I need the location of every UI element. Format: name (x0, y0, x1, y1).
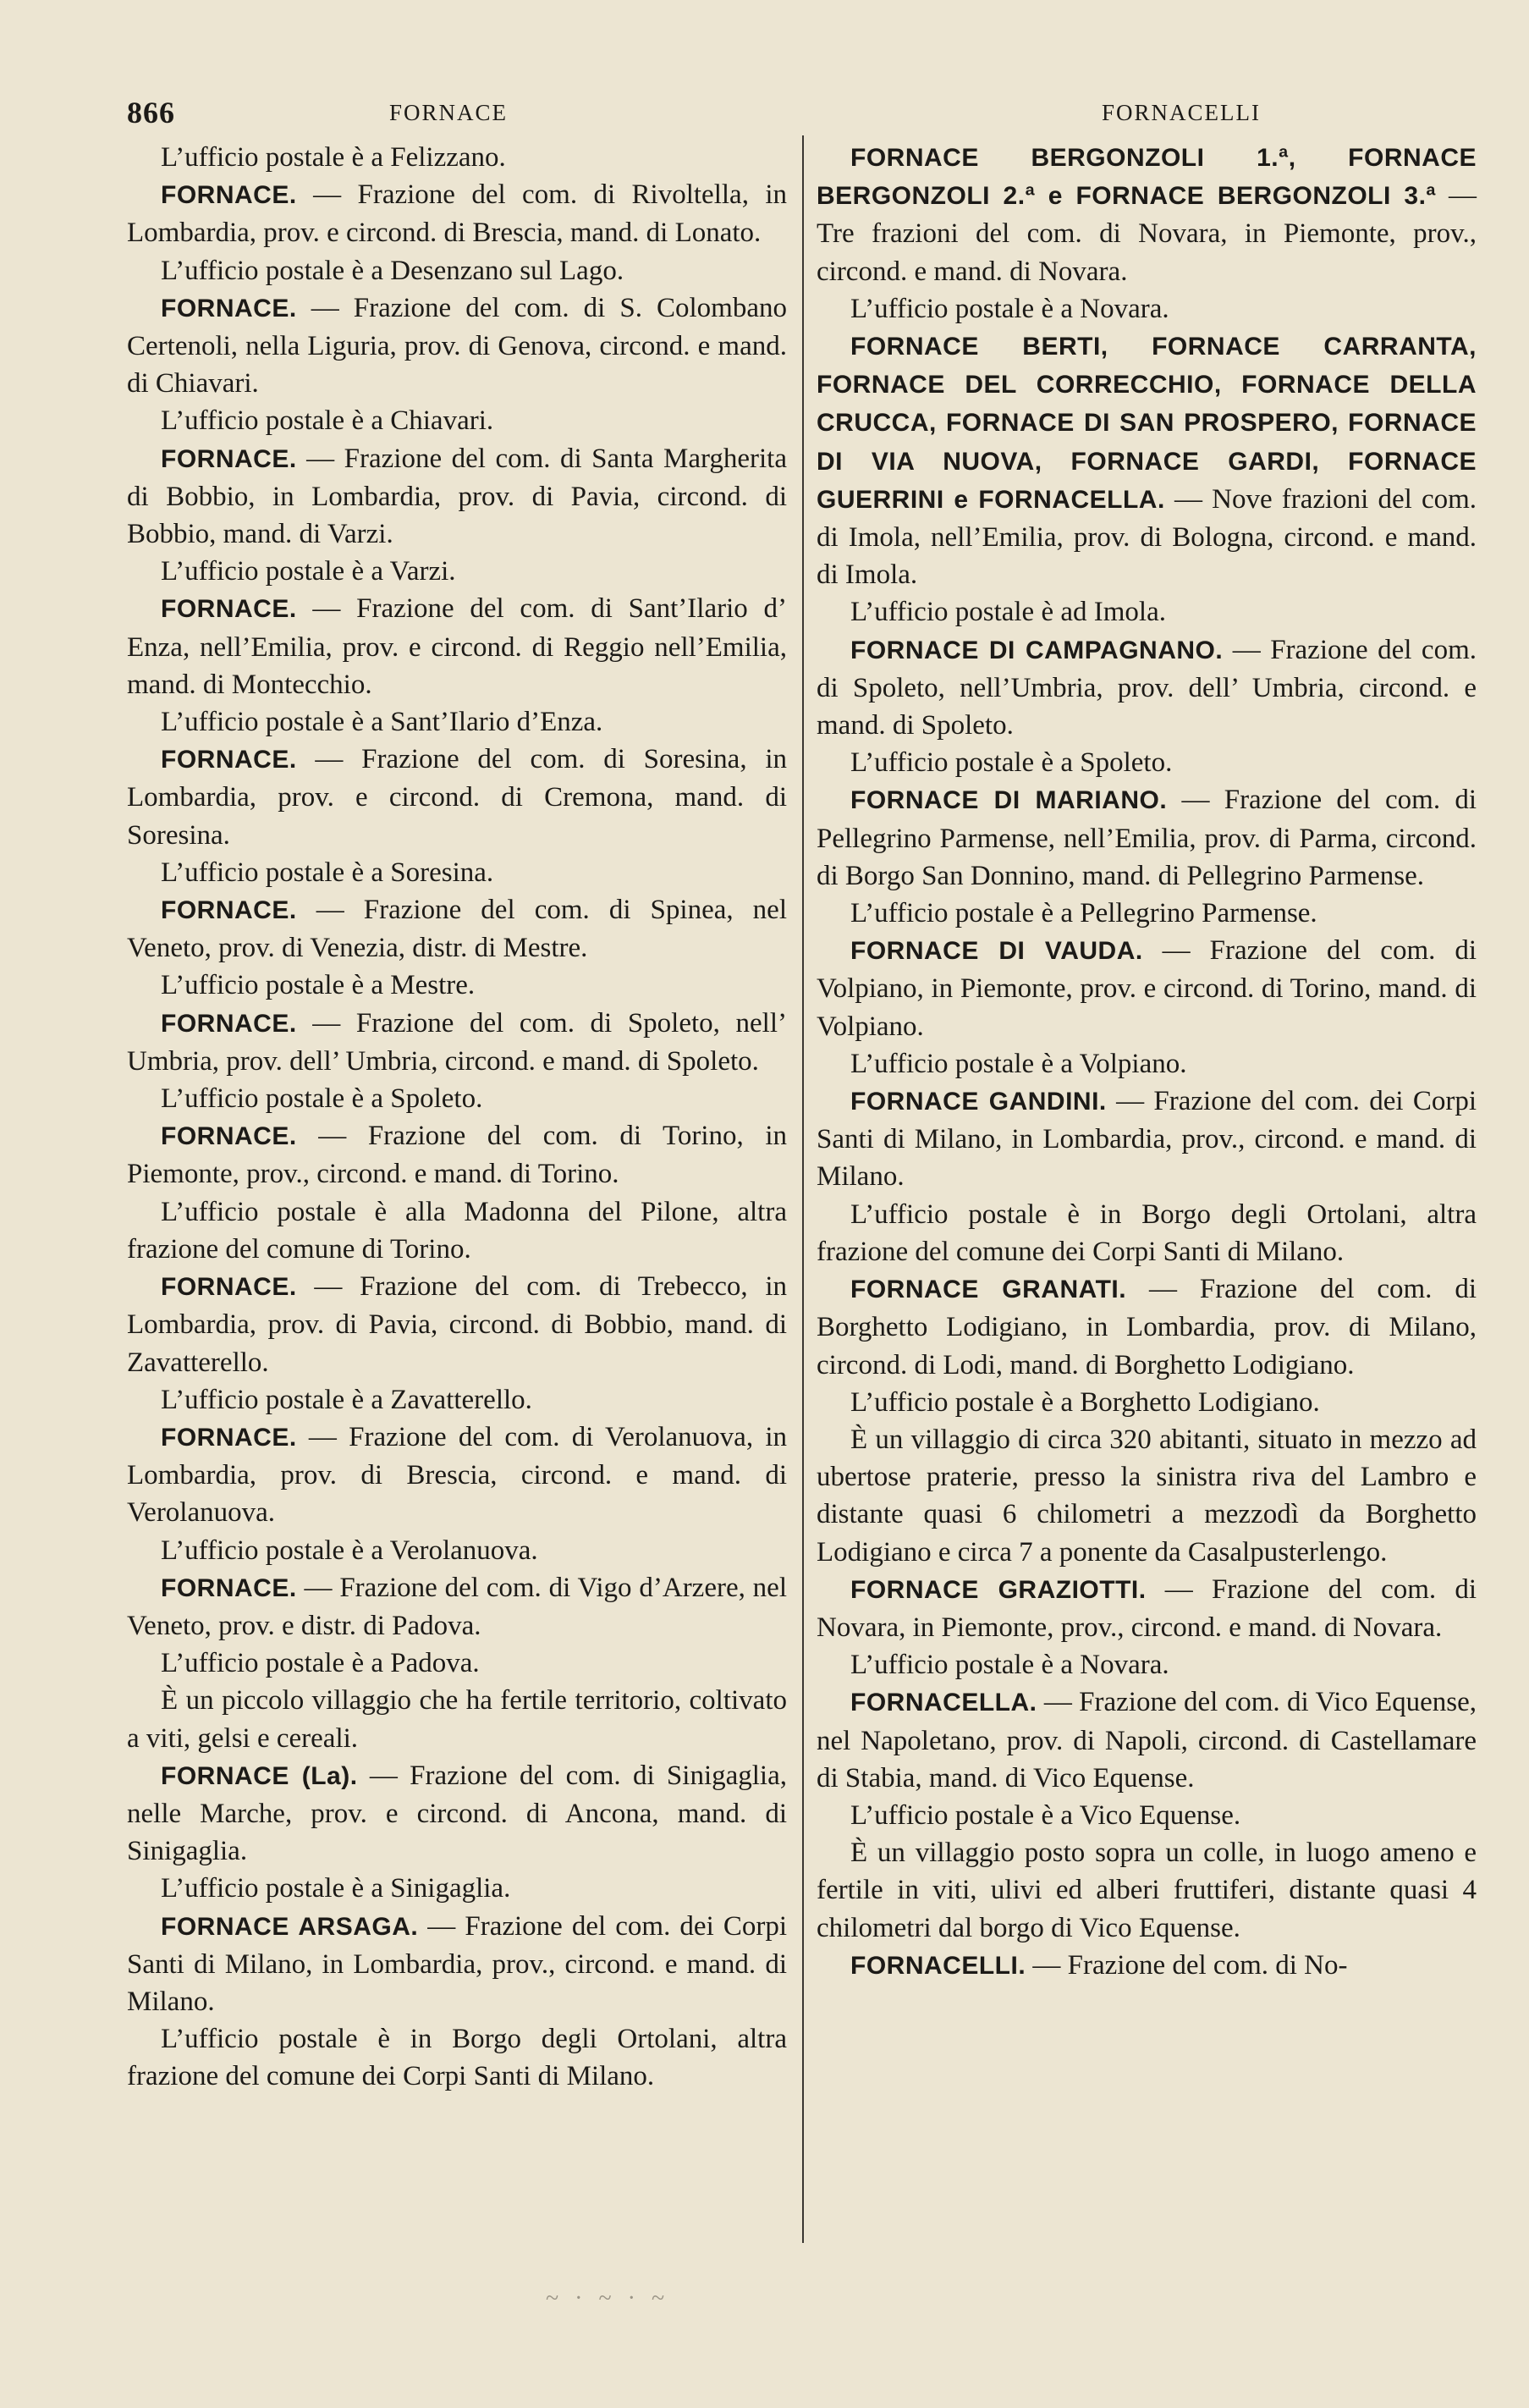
entry-text: — Frazione del com. di Torino, in Piemonte, prov., circond. e mand. di Torino. (127, 1121, 787, 1190)
entry-headword: FORNACE. (161, 181, 297, 210)
entry-headword: FORNACE GRAZIOTTI. (850, 1575, 1147, 1604)
gazetteer-entry (127, 1569, 787, 1645)
gazetteer-entry (127, 1419, 787, 1532)
entry-text: — Tre frazioni del com. di Novara, in Piemonte, prov., circond. e mand. di Novara. (817, 180, 1477, 287)
entry-text: L’ufficio postale è a Verolanuova. (161, 1535, 538, 1566)
gazetteer-entry (817, 895, 1477, 932)
entry-text: L’ufficio postale è a Spoleto. (850, 747, 1173, 779)
entry-headword: FORNACE BERGONZOLI 1.ª, FORNACE BERGONZOLI 2.ª e FORNACE BERGONZOLI 3.ª (817, 144, 1477, 211)
gazetteer-entry (127, 891, 787, 967)
gazetteer-entry (127, 854, 787, 891)
gazetteer-entry (127, 176, 787, 251)
entry-text: L’ufficio postale è a Zavatterello. (161, 1384, 532, 1415)
entry-text: — Nove frazioni del com. di Imola, nell’Emilia, prov. di Bologna, circond. e mand. di Imola. (817, 483, 1477, 591)
running-head-right: FORNACELLI (1102, 100, 1261, 125)
gazetteer-entry (817, 1571, 1477, 1646)
entry-text: È un villaggio di circa 320 abitanti, situato in mezzo ad ubertose praterie, presso la sinistra riva del Lambro e distante quasi 6 chilometri a mezzodì da Borghetto Lodigiano e circa 7 a ponente da Casalpusterlengo. (817, 1424, 1477, 1568)
entry-text: — Frazione del com. di Pellegrino Parmense, nell’Emilia, prov. di Parma, circond. di Borgo San Donnino, mand. di Pellegrino Parmense. (817, 785, 1477, 891)
left-column (127, 139, 787, 2096)
entry-text: L’ufficio postale è alla Madonna del Pilone, altra frazione del comune di Torino. (127, 1196, 787, 1265)
gazetteer-entry (817, 139, 1477, 290)
page-number: 866 (127, 96, 175, 129)
entry-text: L’ufficio postale è a Novara. (850, 293, 1169, 324)
entry-text: — Frazione del com. di Sant’Ilario d’ Enza, nell’Emilia, prov. e circond. di Reggio nell’Emilia, mand. di Montecchio. (127, 593, 787, 700)
gazetteer-entry (817, 290, 1477, 328)
gazetteer-entry (817, 1421, 1477, 1571)
entry-headword: FORNACE. (161, 1573, 297, 1602)
entry-headword: FORNACE. (161, 444, 297, 473)
entry-text: L’ufficio postale è in Borgo degli Ortolani, altra frazione del comune dei Corpi Santi di Milano. (817, 1198, 1477, 1267)
gazetteer-entry (817, 593, 1477, 631)
right-column (817, 139, 1477, 1985)
entry-text: È un piccolo villaggio che ha fertile territorio, coltivato a viti, gelsi e cereali. (127, 1685, 787, 1754)
entry-text: L’ufficio postale è a Padova. (161, 1648, 480, 1679)
gazetteer-entry (127, 1757, 787, 1871)
entry-text: — Frazione del com. di Spoleto, nell’Umbria, prov. dell’ Umbria, circond. e mand. di Spoleto. (817, 634, 1477, 741)
entry-text: L’ufficio postale è a Varzi. (161, 556, 456, 587)
entry-headword: FORNACE. (161, 1273, 297, 1302)
gazetteer-entry (127, 2020, 787, 2095)
entry-text: — Frazione del com. di Spinea, nel Veneto, prov. di Venezia, distr. di Mestre. (127, 895, 787, 964)
entry-text: L’ufficio postale è a Mestre. (161, 970, 476, 1001)
entry-text: L’ufficio postale è a Novara. (850, 1650, 1169, 1681)
gazetteer-entry (127, 252, 787, 289)
entry-headword: FORNACE. (161, 1122, 297, 1151)
entry-headword: FORNACELLA. (850, 1689, 1037, 1717)
entry-headword: FORNACE BERTI, FORNACE CARRANTA, FORNACE DEL CORRECCHIO, FORNACE DELLA CRUCCA, FORNACE DI SAN PROSPERO, FORNACE DI VIA NUOVA, FORNACE GARDI, FORNACE GUERRINI e FORNACELLA. (817, 333, 1477, 514)
gazetteer-entry (127, 1381, 787, 1419)
gazetteer-entry (127, 1117, 787, 1193)
gazetteer-entry (817, 1646, 1477, 1683)
gazetteer-entry (127, 967, 787, 1004)
gazetteer-entry (817, 1834, 1477, 1947)
entry-text: L’ufficio postale è a Sinigaglia. (161, 1873, 511, 1904)
gazetteer-entry (127, 1268, 787, 1381)
entry-headword: FORNACE. (161, 1423, 297, 1452)
running-head-left: FORNACE (389, 100, 509, 125)
entry-text: — Frazione del com. di Sinigaglia, nelle Marche, prov. e circond. di Ancona, mand. di Sinigaglia. (127, 1760, 787, 1867)
entry-text: L’ufficio postale è a Pellegrino Parmense. (850, 898, 1317, 929)
gazetteer-entry (817, 1270, 1477, 1384)
entry-headword: FORNACE. (161, 294, 297, 322)
entry-text: L’ufficio postale è in Borgo degli Ortolani, altra frazione del comune dei Corpi Santi di Milano. (127, 2024, 787, 2092)
entry-headword: FORNACE DI CAMPAGNANO. (850, 636, 1224, 664)
gazetteer-entry (127, 1682, 787, 1756)
gazetteer-entry (127, 289, 787, 403)
gazetteer-entry (817, 1947, 1477, 1985)
entry-text: L’ufficio postale è a Spoleto. (161, 1083, 483, 1115)
gazetteer-entry (127, 703, 787, 741)
entry-text: L’ufficio postale è a Vico Equense. (850, 1799, 1241, 1831)
gazetteer-entry (817, 631, 1477, 745)
entry-text: L’ufficio postale è a Borghetto Lodigiano. (850, 1386, 1320, 1418)
entry-headword: FORNACE. (161, 746, 297, 774)
gazetteer-entry (127, 1193, 787, 1268)
gazetteer-entry (817, 1797, 1477, 1834)
entry-text: — Frazione del com. di Verolanuova, in Lombardia, prov. di Brescia, circond. e mand. di Verolanuova. (127, 1421, 787, 1529)
entry-headword: FORNACE ARSAGA. (161, 1912, 419, 1941)
entry-text: — Frazione del com. di Rivoltella, in Lombardia, prov. e circond. di Brescia, mand. di Lonato. (127, 179, 788, 249)
entry-text: — Frazione del com. di Trebecco, in Lombardia, prov. di Pavia, circond. di Bobbio, mand. di Zavatterello. (127, 1271, 787, 1378)
gazetteer-entry (817, 932, 1477, 1045)
gazetteer-entry (127, 1645, 787, 1682)
entry-headword: FORNACE GRANATI. (850, 1276, 1127, 1304)
gazetteer-entry (127, 590, 787, 703)
gazetteer-entry (817, 1683, 1477, 1797)
entry-text: L’ufficio postale è a Felizzano. (161, 142, 506, 173)
entry-headword: FORNACE. (161, 1009, 297, 1038)
gazetteer-entry (127, 1908, 787, 2021)
entry-text: — Frazione del com. di Borghetto Lodigiano, in Lombardia, prov. di Milano, circond. di Lodi, mand. di Borghetto Lodigiano. (817, 1274, 1477, 1380)
entry-headword: FORNACE. (161, 896, 297, 925)
entry-text: — Frazione del com. di Vigo d’Arzere, nel Veneto, prov. e distr. di Padova. (127, 1572, 787, 1641)
gazetteer-entry (127, 1005, 787, 1080)
gazetteer-entry (127, 440, 787, 554)
entry-text: L’ufficio postale è ad Imola. (850, 597, 1166, 628)
column-divider (802, 135, 804, 2243)
entry-text: — Frazione del com. di Soresina, in Lombardia, prov. e circond. di Cremona, mand. di Soresina. (127, 744, 787, 851)
entry-text: L’ufficio postale è a Volpiano. (850, 1048, 1187, 1079)
entry-text: — Frazione del com. di No- (1032, 1949, 1348, 1981)
gazetteer-entry (127, 553, 787, 590)
page-header (127, 95, 1474, 137)
entry-text: — Frazione del com. dei Corpi Santi di Milano, in Lombardia, prov., circond. e mand. di Milano. (127, 1910, 787, 2017)
entry-headword: FORNACE. (161, 595, 297, 624)
entry-text: L’ufficio postale è a Desenzano sul Lago. (161, 255, 624, 286)
entry-text: L’ufficio postale è a Chiavari. (161, 405, 494, 437)
entry-text: — Frazione del com. di Volpiano, in Piemonte, prov. e circond. di Torino, mand. di Volpiano. (817, 935, 1477, 1042)
gazetteer-entry (817, 1384, 1477, 1421)
gazetteer-entry (127, 1080, 787, 1117)
gazetteer-entry (127, 1870, 787, 1907)
entry-headword: FORNACELLI. (850, 1951, 1026, 1980)
entry-text: — Frazione del com. di S. Colombano Certenoli, nella Liguria, prov. di Genova, circond. e mand. di Chiavari. (127, 292, 787, 399)
gazetteer-entry (817, 1196, 1477, 1270)
gazetteer-entry (817, 1083, 1477, 1196)
entry-headword: FORNACE DI MARIANO. (850, 786, 1168, 815)
entry-text: L’ufficio postale è a Soresina. (161, 857, 494, 888)
gazetteer-entry (127, 741, 787, 854)
gazetteer-entry (817, 328, 1477, 593)
gazetteer-entry (817, 781, 1477, 895)
entry-text: L’ufficio postale è a Sant’Ilario d’Enza. (161, 707, 603, 738)
entry-text: È un villaggio posto sopra un colle, in luogo ameno e fertile in viti, ulivi ed alberi fruttiferi, distante quasi 4 chilometri dal borgo di Vico Equense. (817, 1838, 1477, 1943)
entry-text: — Frazione del com. di Spoleto, nell’ Umbria, prov. dell’ Umbria, circond. e mand. di Spoleto. (127, 1007, 787, 1077)
gazetteer-entry (817, 1045, 1477, 1083)
entry-text: — Frazione del com. di Novara, in Piemonte, prov., circond. e mand. di Novara. (817, 1573, 1477, 1643)
footer-smudge: ~ · ~ · ~ (546, 2285, 670, 2312)
entry-headword: FORNACE GANDINI. (850, 1088, 1107, 1116)
entry-text: — Frazione del com. dei Corpi Santi di Milano, in Lombardia, prov., circond. e mand. di Milano. (817, 1086, 1477, 1193)
gazetteer-entry (127, 139, 787, 176)
entry-text: — Frazione del com. di Vico Equense, nel Napoletano, prov. di Napoli, circond. di Castellamare di Stabia, mand. di Vico Equense. (817, 1687, 1477, 1794)
gazetteer-entry (127, 402, 787, 439)
gazetteer-entry (817, 744, 1477, 781)
entry-text: — Frazione del com. di Santa Margherita di Bobbio, in Lombardia, prov. di Pavia, circond. di Bobbio, mand. di Varzi. (127, 443, 787, 550)
gazetteer-entry (127, 1532, 787, 1569)
entry-headword: FORNACE (La). (161, 1761, 358, 1790)
entry-headword: FORNACE DI VAUDA. (850, 937, 1143, 966)
